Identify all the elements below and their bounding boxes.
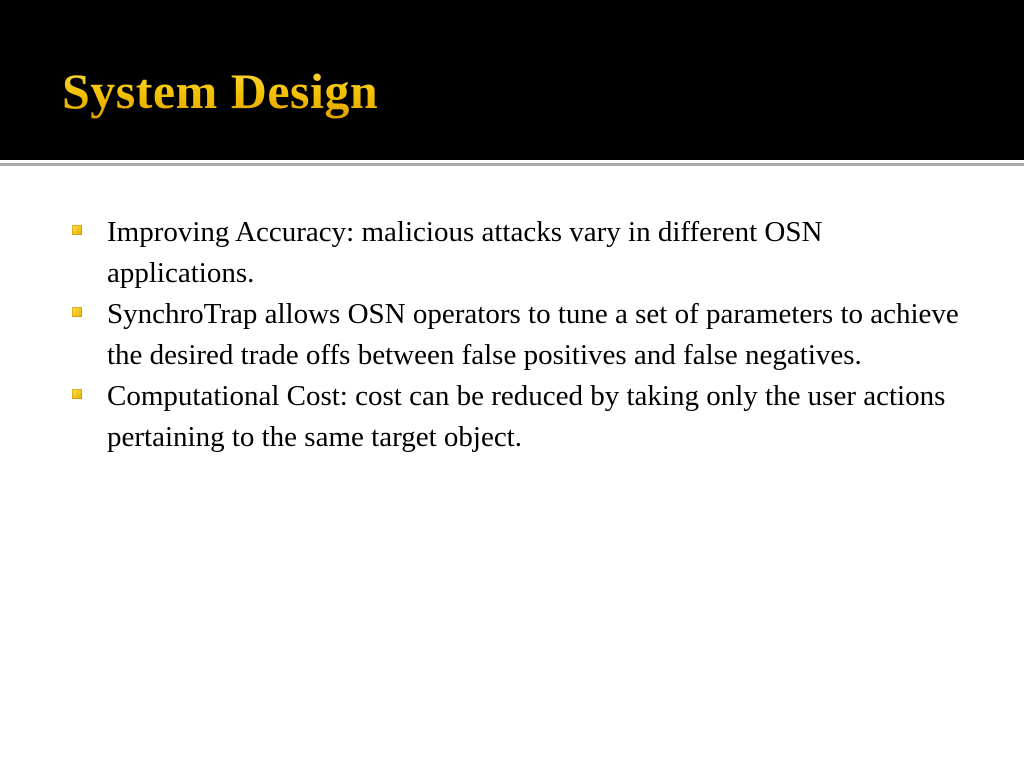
- slide-title: System Design: [62, 56, 378, 126]
- bullet-item: [70, 294, 970, 376]
- bullet-list: [70, 212, 970, 458]
- bullet-text: Improving Accuracy: malicious attacks vary in different OSN applications.: [107, 216, 823, 289]
- bullet-text: Computational Cost: cost can be reduced by taking only the user actions pertaining to the same target object.: [107, 380, 946, 453]
- square-bullet-icon: [72, 389, 82, 399]
- title-divider: [0, 163, 1024, 166]
- square-bullet-icon: [72, 307, 82, 317]
- bullet-text: SynchroTrap allows OSN operators to tune a set of parameters to achieve the desired trade offs between false positives and false negatives.: [107, 298, 959, 371]
- square-bullet-icon: [72, 225, 82, 235]
- slide-title-bar: [0, 0, 1024, 160]
- bullet-item: [70, 212, 970, 294]
- bullet-item: [70, 376, 970, 458]
